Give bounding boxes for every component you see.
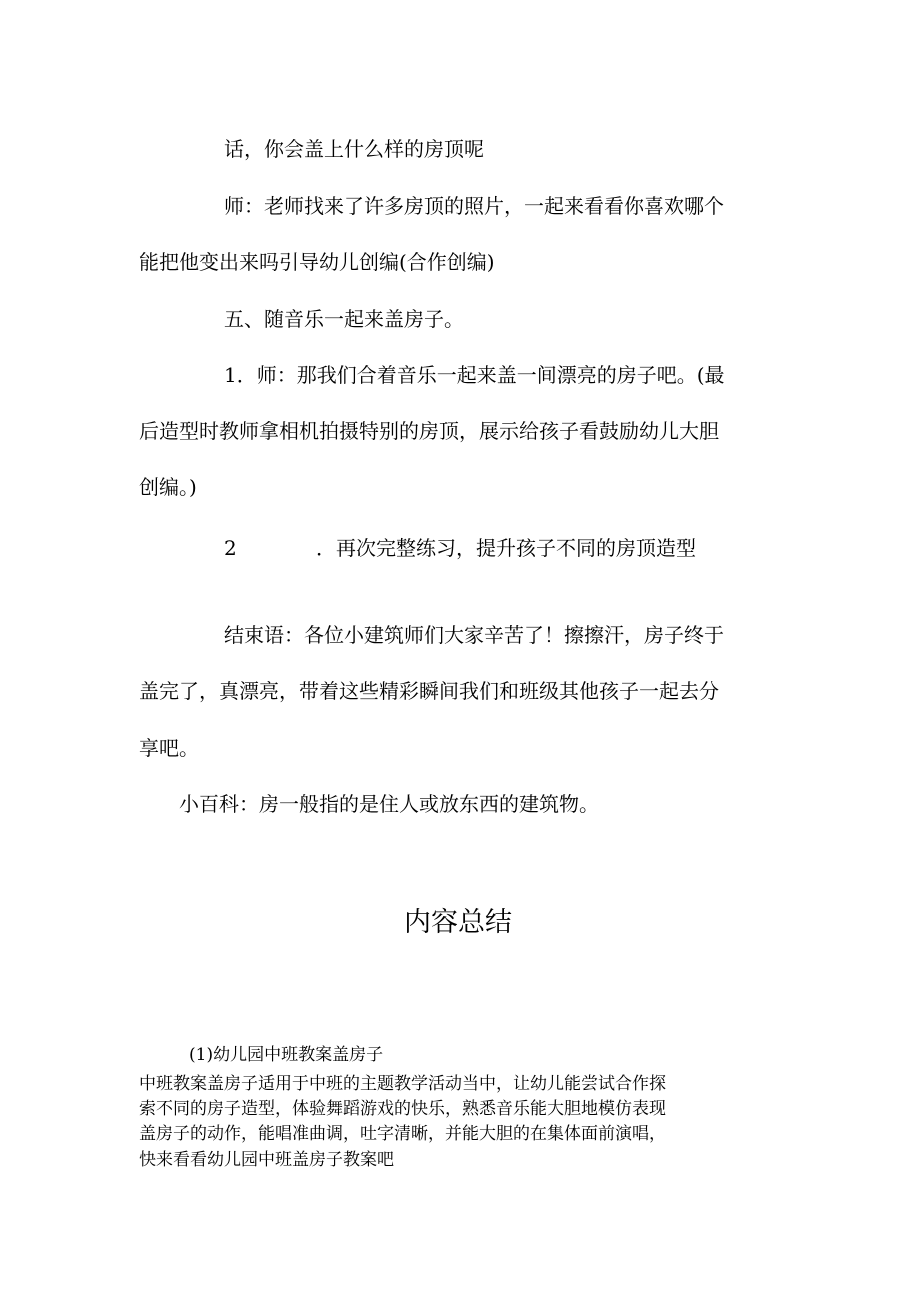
summary-line-2: 索不同的房子造型，体验舞蹈游戏的快乐，熟悉音乐能大胆地模仿表现: [139, 1099, 666, 1119]
summary-line-4: 快来看看幼儿园中班盖房子教案吧: [139, 1150, 394, 1170]
section-heading-5: 五、随音乐一起来盖房子。: [224, 307, 464, 331]
body-line-3: 能把他变出来吗引导幼儿创编(合作创编): [139, 250, 495, 274]
list-number-2: 2: [224, 536, 237, 560]
body-line-9: 结束语：各位小建筑师们大家辛苦了！擦擦汗，房子终于: [224, 623, 724, 647]
body-line-5: 1．师：那我们合着音乐一起来盖一间漂亮的房子吧。(最: [224, 363, 725, 387]
body-line-7: 创编。): [139, 475, 197, 499]
body-line-8: ．再次完整练习，提升孩子不同的房顶造型: [316, 536, 696, 560]
body-line-6: 后造型时教师拿相机拍摄特别的房顶，展示给孩子看鼓励幼儿大胆: [139, 419, 719, 443]
summary-title: 内容总结: [404, 907, 512, 938]
body-line-1: 话，你会盖上什么样的房顶呢: [224, 137, 484, 161]
summary-line-3: 盖房子的动作，能唱准曲调，吐字清晰，并能大胆的在集体面前演唱，: [139, 1124, 666, 1144]
summary-heading: (1)幼儿园中班教案盖房子: [189, 1045, 384, 1065]
encyclopedia-note: 小百科：房一般指的是住人或放东西的建筑物。: [179, 792, 599, 816]
body-line-10: 盖完了，真漂亮，带着这些精彩瞬间我们和班级其他孩子一起去分: [139, 679, 719, 703]
body-line-2: 师：老师找来了许多房顶的照片，一起来看看你喜欢哪个: [224, 194, 724, 218]
summary-line-1: 中班教案盖房子适用于中班的主题教学活动当中，让幼儿能尝试合作探: [139, 1074, 666, 1094]
body-line-11: 享吧。: [139, 736, 199, 760]
